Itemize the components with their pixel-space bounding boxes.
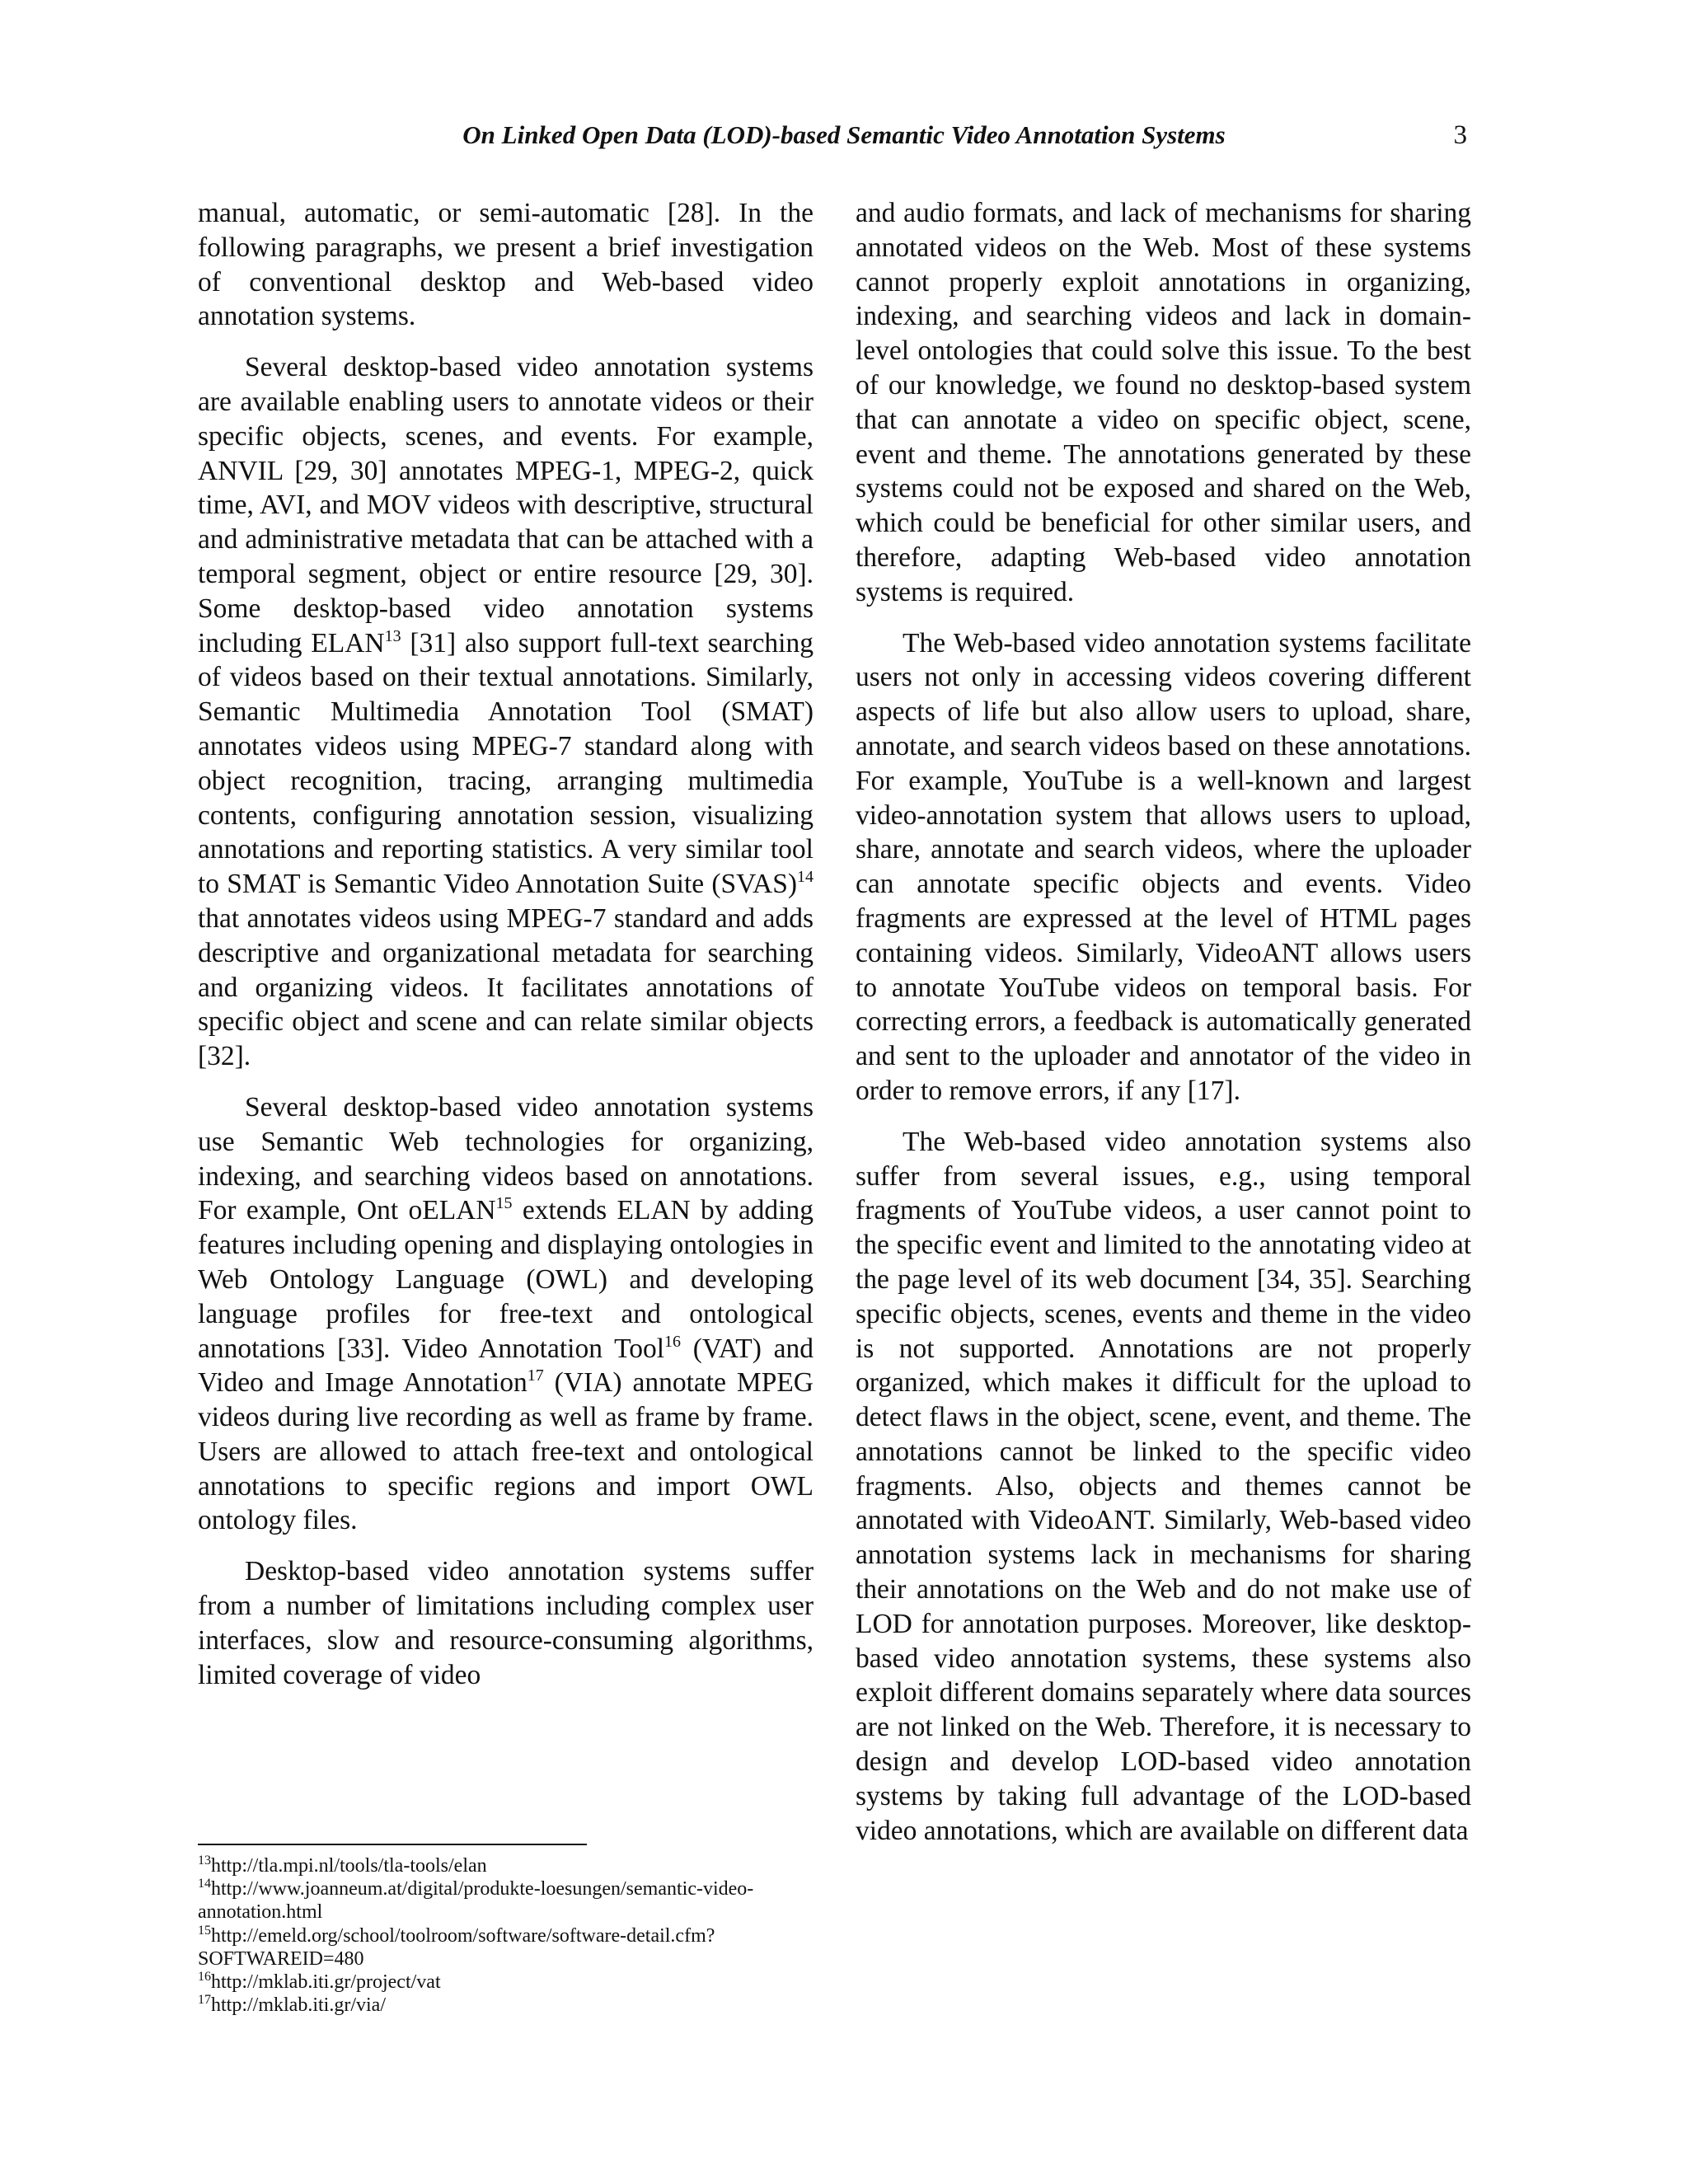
footnote-url[interactable]: http://mklab.iti.gr/project/vat xyxy=(211,1971,441,1994)
footnote-separator xyxy=(198,1844,587,1845)
footnote-16 xyxy=(198,1971,824,1994)
footnote-number: 15 xyxy=(198,1923,211,1938)
right-column xyxy=(856,196,1471,1864)
right-paragraph-3: The Web-based video annotation systems also suffer from several issues, e.g., using temporal fragments of YouTube videos, a user cannot point to the specific event and limited to the annotating video at the page level of its web document [34, 35]. Searching specific objects, scenes, events and theme in the video is not supported. Annotations are not properly organized, which makes it difficult for the upload to detect flaws in the object, scene, event, and theme. The annotations cannot be linked to the specific video fragments. Also, objects and themes cannot be annotated with VideoANT. Similarly, Web-based video annotation systems lack in mechanisms for sharing their annotations on the Web and do not make use of LOD for annotation purposes. Moreover, like desktop-based video annotation systems, these systems also exploit different domains separately where data sources are not linked on the Web. Therefore, it is necessary to design and develop LOD-based video annotation systems by taking full advantage of the LOD-based video annotations, which are available on different data xyxy=(856,1126,1471,1846)
left-paragraph-2-text-a: Several desktop-based video annotation systems are available enabling users to annotate videos or their specific objects, scenes, and events. For example, ANVIL [29, 30] annotates MPEG-1, MPEG-2, quick time, AVI, and MOV videos with descriptive, structural and administrative metadata that can be attached with a temporal segment, object or entire resource [29, 30]. Some desktop-based video annotation systems including ELAN xyxy=(198,352,814,658)
left-paragraph-3 xyxy=(198,1090,814,1538)
footnote-15 xyxy=(198,1924,824,1971)
left-paragraph-4: Desktop-based video annotation systems suffer from a number of limitations including complex user interfaces, slow and resource-consuming algorithms, limited coverage of video xyxy=(198,1556,814,1690)
footnote-number: 17 xyxy=(198,1993,211,2008)
footnote-url[interactable]: http://www.joanneum.at/digital/produkte-loesungen/semantic-video-annotation.html xyxy=(198,1878,754,1924)
footnote-number: 14 xyxy=(198,1877,211,1891)
right-paragraph-1: and audio formats, and lack of mechanisms for sharing annotated videos on the Web. Most of these systems cannot properly exploit annotations in organizing, indexing, and searching videos and lack in domain-level ontologies that could solve this issue. To the best of our knowledge, we found no desktop-based system that can annotate a video on specific object, scene, event and theme. The annotations generated by these systems could not be exposed and shared on the Web, which could be beneficial for other similar users, and therefore, adapting Web-based video annotation systems is required. xyxy=(856,198,1471,607)
left-paragraph-2 xyxy=(198,350,814,1074)
footnote-ref-14: 14 xyxy=(797,868,814,887)
page-number: 3 xyxy=(1453,120,1467,150)
footnote-number: 13 xyxy=(198,1854,211,1868)
left-paragraph-3-text-a: Several desktop-based video annotation systems use Semantic Web technologies for organizing, indexing, and searching videos based on annotations. For example, Ont oELAN xyxy=(198,1091,814,1226)
left-paragraph-2-text-c: that annotates videos using MPEG-7 standard and adds descriptive and organizational metadata for searching and organizing videos. It facilitates annotations of specific object and scene and can relate similar objects [32]. xyxy=(198,902,814,1072)
footnote-ref-13: 13 xyxy=(384,626,401,645)
footnote-url[interactable]: http://emeld.org/school/toolroom/software/software-detail.cfm?SOFTWAREID=480 xyxy=(198,1924,715,1970)
footnote-ref-16: 16 xyxy=(664,1332,682,1351)
right-paragraph-2: The Web-based video annotation systems facilitate users not only in accessing videos covering different aspects of life but also allow users to upload, share, annotate, and search videos based on these annotations. For example, YouTube is a well-known and largest video-annotation system that allows users to upload, share, annotate and search videos, where the uploader can annotate specific objects and events. Video fragments are expressed at the level of HTML pages containing videos. Similarly, VideoANT allows users to annotate YouTube videos on temporal basis. For correcting errors, a feedback is automatically generated and sent to the uploader and annotator of the video in order to remove errors, if any [17]. xyxy=(856,627,1471,1106)
footnote-number: 16 xyxy=(198,1970,211,1985)
left-paragraph-3-text-b: extends ELAN by adding features including opening and displaying ontologies in Web Ontology Language (OWL) and developing language profiles for free-text and ontological annotations [33]. Video Annotation Tool xyxy=(198,1195,814,1364)
running-title: On Linked Open Data (LOD)-based Semantic Video Annotation Systems xyxy=(462,120,1226,149)
running-header xyxy=(196,115,1492,157)
footnote-url[interactable]: http://tla.mpi.nl/tools/tla-tools/elan xyxy=(211,1855,487,1877)
footnote-ref-17: 17 xyxy=(527,1366,544,1385)
footnote-17 xyxy=(198,1994,824,2017)
footnote-13 xyxy=(198,1854,824,1877)
footnote-14 xyxy=(198,1877,824,1924)
left-paragraph-1: manual, automatic, or semi-automatic [28]. In the following paragraphs, we present a brief investigation of conventional desktop and Web-based video annotation systems. xyxy=(198,198,814,332)
footnote-ref-15: 15 xyxy=(495,1194,513,1213)
left-paragraph-2-text-b: [31] also support full-text searching of videos based on their textual annotations. Similarly, Semantic Multimedia Annotation Tool (SMAT) annotates videos using MPEG-7 standard along with object recognition, tracing, arranging multimedia contents, configuring annotation session, visualizing annotations and reporting statistics. A very similar tool to SMAT is Semantic Video Annotation Suite (SVAS) xyxy=(198,627,814,900)
left-paragraph-3-text-c: (VAT) and Video and Image Annotation xyxy=(198,1333,814,1399)
left-paragraph-3-text-d: (VIA) annotate MPEG videos during live recording as well as frame by frame. Users are allowed to attach free-text and ontological annotations to specific regions and import OWL ontology files. xyxy=(198,1367,814,1536)
left-column xyxy=(198,196,814,1708)
footnotes xyxy=(198,1854,824,2017)
footnote-url[interactable]: http://mklab.iti.gr/via/ xyxy=(211,1994,386,2017)
